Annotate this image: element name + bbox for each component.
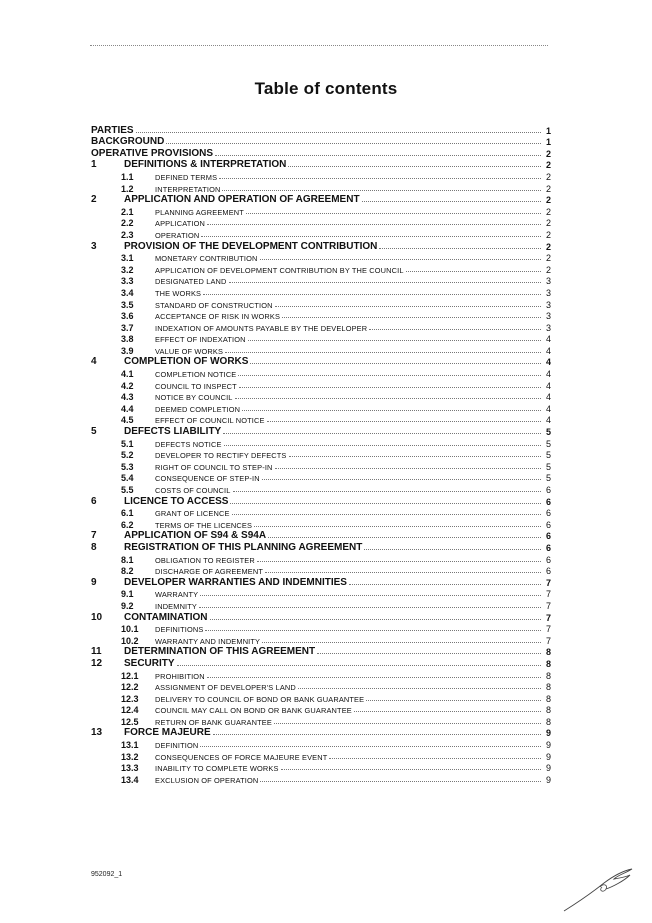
dot-leader (203, 294, 541, 295)
toc-entry-title: ASSIGNMENT OF DEVELOPER'S LAND (155, 683, 296, 693)
toc-entry-page: 1 (545, 137, 551, 148)
toc-entry-number: 9 (91, 576, 97, 588)
toc-entry (91, 391, 551, 403)
toc-entry (91, 495, 551, 507)
toc-entry (91, 704, 551, 716)
toc-entry-page: 9 (545, 740, 551, 751)
toc-entry-page: 7 (545, 600, 551, 611)
toc-entry-title: APPLICATION (155, 219, 205, 229)
toc-entry-title: PLANNING AGREEMENT (155, 207, 244, 217)
toc-entry (91, 634, 551, 646)
dot-leader (254, 526, 541, 527)
dot-leader (274, 723, 541, 724)
toc-entry-number: 13.3 (121, 763, 139, 774)
dot-leader (210, 619, 541, 620)
dot-leader (229, 282, 541, 283)
toc-entry-title: TERMS OF THE LICENCES (155, 520, 253, 530)
dot-leader (213, 734, 541, 735)
toc-entry-page: 6 (545, 554, 551, 565)
toc-entry (91, 553, 551, 565)
toc-entry-title: RETURN OF BANK GUARANTEE (155, 717, 272, 727)
toc-entry-number: 6.1 (121, 508, 134, 519)
dot-leader (246, 213, 541, 214)
toc-entry-title: DEVELOPER TO RECTIFY DEFECTS (155, 451, 287, 461)
toc-entry-page: 4 (545, 345, 551, 356)
dot-leader (260, 781, 541, 782)
toc-entry (91, 576, 551, 588)
toc-entry (91, 136, 551, 148)
toc-entry-title: INABILITY TO COMPLETE WORKS (155, 764, 279, 774)
toc-entry (91, 182, 551, 194)
toc-entry-page: 6 (545, 542, 551, 553)
dot-leader (366, 700, 541, 701)
dot-leader (177, 665, 541, 666)
toc-entry-title: CONTAMINATION (124, 611, 208, 623)
toc-entry-number: 2 (91, 194, 97, 206)
toc-entry-number: 5.2 (121, 450, 134, 461)
dot-leader (205, 630, 541, 631)
toc-entry (91, 310, 551, 322)
signature-mark (560, 865, 640, 915)
toc-entry-title: VALUE OF WORKS (155, 346, 224, 356)
dot-leader (225, 352, 541, 353)
toc-entry (91, 750, 551, 762)
toc-entry-number: 5.1 (121, 438, 134, 449)
toc-entry-page: 5 (545, 450, 551, 461)
toc-entry-title: DETERMINATION OF THIS AGREEMENT (124, 646, 316, 658)
toc-entry-title: EFFECT OF INDEXATION (155, 335, 246, 345)
toc-entry-page: 7 (545, 589, 551, 600)
toc-entry-page: 9 (545, 774, 551, 785)
toc-entry-number: 13.4 (121, 774, 139, 785)
dot-leader (260, 259, 541, 260)
toc-entry-number: 3.7 (121, 322, 134, 333)
toc-entry-number: 3.4 (121, 287, 134, 298)
toc-entry-title: DEVELOPER WARRANTIES AND INDEMNITIES (124, 576, 347, 588)
toc-entry (91, 275, 551, 287)
dot-leader (224, 445, 541, 446)
dot-leader (257, 561, 541, 562)
toc-entry (91, 599, 551, 611)
toc-entry (91, 217, 551, 229)
toc-entry-number: 3.8 (121, 334, 134, 345)
toc-entry-title: FORCE MAJEURE (124, 727, 211, 739)
toc-entry (91, 762, 551, 774)
toc-entry-page: 2 (545, 253, 551, 264)
toc-entry-title: REGISTRATION OF THIS PLANNING AGREEMENT (124, 541, 363, 553)
dot-leader (289, 456, 541, 457)
toc-entry-page: 5 (545, 438, 551, 449)
dot-leader (248, 340, 541, 341)
dot-leader (207, 677, 541, 678)
dot-leader (265, 572, 541, 573)
toc-entry-number: 12.4 (121, 705, 139, 716)
toc-entry-number: 13.2 (121, 751, 139, 762)
dot-leader (369, 329, 541, 330)
toc-entry-number: 1.2 (121, 183, 134, 194)
toc-entry (91, 379, 551, 391)
dot-leader (222, 190, 541, 191)
dot-leader (239, 387, 541, 388)
toc-entry (91, 773, 551, 785)
toc-entry-page: 9 (545, 751, 551, 762)
toc-entry-page: 1 (545, 125, 551, 136)
dot-leader (329, 758, 541, 759)
toc-entry (91, 449, 551, 461)
toc-entry-page: 7 (545, 612, 551, 623)
toc-entry-number: 4.3 (121, 392, 134, 403)
toc-entry (91, 263, 551, 275)
toc-entry (91, 147, 551, 159)
toc-entry (91, 530, 551, 542)
toc-entry-number: 4.5 (121, 415, 134, 426)
dot-leader (223, 433, 541, 434)
dot-leader (200, 595, 541, 596)
toc-entry (91, 738, 551, 750)
dot-leader (362, 201, 541, 202)
dot-leader (235, 398, 541, 399)
toc-entry-page: 2 (545, 160, 551, 171)
toc-entry-page: 7 (545, 635, 551, 646)
table-of-contents (91, 124, 551, 785)
toc-entry-title: DEFINITIONS & INTERPRETATION (124, 159, 287, 171)
toc-entry-title: OPERATIVE PROVISIONS (91, 147, 214, 159)
toc-entry-title: DISCHARGE OF AGREEMENT (155, 567, 264, 577)
toc-entry-page: 7 (545, 577, 551, 588)
toc-entry-page: 7 (545, 624, 551, 635)
toc-entry-number: 4.1 (121, 369, 134, 380)
toc-entry-page: 2 (545, 171, 551, 182)
toc-entry-page: 2 (545, 148, 551, 159)
dot-leader (238, 375, 541, 376)
toc-entry-page: 2 (545, 264, 551, 275)
page-title: Table of contents (254, 79, 398, 98)
toc-entry-number: 9.1 (121, 589, 134, 600)
toc-entry (91, 507, 551, 519)
toc-entry-title: DEFECTS LIABILITY (124, 426, 222, 438)
toc-entry-page: 8 (545, 693, 551, 704)
toc-entry-page: 6 (545, 531, 551, 542)
toc-entry-number: 3.3 (121, 276, 134, 287)
toc-entry-page: 6 (545, 566, 551, 577)
toc-entry-title: COMPLETION OF WORKS (124, 356, 249, 368)
toc-entry-title: EFFECT OF COUNCIL NOTICE (155, 416, 265, 426)
dot-leader (275, 306, 541, 307)
toc-entry-number: 5.5 (121, 485, 134, 495)
toc-entry-page: 8 (545, 658, 551, 669)
toc-entry-title: NOTICE BY COUNCIL (155, 393, 233, 403)
dot-leader (364, 549, 541, 550)
toc-entry-title: INTERPRETATION (155, 184, 221, 194)
toc-entry-title: COUNCIL TO INSPECT (155, 381, 237, 391)
toc-entry-page: 8 (545, 716, 551, 727)
toc-entry-number: 10.1 (121, 624, 139, 635)
toc-entry-page: 8 (545, 705, 551, 716)
toc-entry-number: 10 (91, 611, 103, 623)
toc-entry (91, 611, 551, 623)
toc-entry (91, 623, 551, 635)
toc-entry-page: 6 (545, 519, 551, 530)
toc-entry-title: COUNCIL MAY CALL ON BOND OR BANK GUARANTEE (155, 706, 352, 716)
toc-entry (91, 252, 551, 264)
toc-entry (91, 170, 551, 182)
toc-entry-number: 6 (91, 495, 97, 507)
dot-leader (207, 224, 541, 225)
toc-entry-page: 4 (545, 403, 551, 414)
toc-entry (91, 692, 551, 704)
toc-entry-title: PROHIBITION (155, 671, 205, 681)
toc-entry-number: 4 (91, 356, 97, 368)
toc-entry (91, 483, 551, 495)
toc-entry-number: 4.2 (121, 380, 134, 391)
toc-entry-title: ACCEPTANCE OF RISK IN WORKS (155, 312, 281, 322)
toc-entry-page: 2 (545, 206, 551, 217)
toc-entry-number: 9.2 (121, 600, 134, 611)
toc-entry-number: 4.4 (121, 403, 134, 414)
toc-entry-title: BACKGROUND (91, 136, 165, 148)
dot-leader (199, 607, 541, 608)
toc-entry-page: 2 (545, 229, 551, 240)
toc-entry-title: STANDARD OF CONSTRUCTION (155, 300, 273, 310)
toc-entry-number: 10.2 (121, 635, 139, 646)
toc-entry-title: CONSEQUENCE OF STEP-IN (155, 474, 260, 484)
dot-leader (136, 132, 541, 133)
toc-entry-number: 5.3 (121, 461, 134, 472)
toc-entry-title: APPLICATION AND OPERATION OF AGREEMENT (124, 194, 360, 206)
toc-entry-title: APPLICATION OF DEVELOPMENT CONTRIBUTION BY THE COUNCIL (155, 265, 404, 275)
document-reference: 952092_1 (91, 871, 123, 878)
toc-entry-title: OBLIGATION TO REGISTER (155, 555, 255, 565)
toc-entry-page: 2 (545, 183, 551, 194)
toc-entry-number: 2.2 (121, 218, 134, 229)
toc-entry-title: DELIVERY TO COUNCIL OF BOND OR BANK GUARANTEE (155, 694, 365, 704)
toc-entry-page: 3 (545, 276, 551, 287)
dot-leader (298, 688, 541, 689)
dot-leader (275, 468, 541, 469)
toc-entry-number: 7 (91, 530, 97, 542)
toc-entry (91, 460, 551, 472)
toc-entry-page: 4 (545, 369, 551, 380)
toc-entry (91, 588, 551, 600)
toc-entry-page: 2 (545, 241, 551, 252)
dot-leader (379, 248, 541, 249)
toc-entry (91, 437, 551, 449)
toc-entry-page: 4 (545, 392, 551, 403)
toc-entry-page: 4 (545, 380, 551, 391)
toc-entry-number: 3.2 (121, 264, 134, 275)
toc-entry-title: WARRANTY AND INDEMNITY (155, 636, 261, 646)
toc-entry-page: 3 (545, 287, 551, 298)
toc-entry-title: COSTS OF COUNCIL (155, 486, 231, 495)
toc-entry-page: 2 (545, 195, 551, 206)
toc-entry-number: 5.4 (121, 473, 134, 484)
toc-entry (91, 646, 551, 658)
toc-entry-page: 3 (545, 299, 551, 310)
toc-entry-number: 12.3 (121, 693, 139, 704)
toc-entry-title: COMPLETION NOTICE (155, 370, 237, 380)
toc-entry-title: DEFECTS NOTICE (155, 439, 222, 449)
toc-entry-number: 3.5 (121, 299, 134, 310)
toc-entry-title: RIGHT OF COUNCIL TO STEP-IN (155, 462, 273, 472)
toc-entry-number: 12.1 (121, 670, 139, 681)
toc-entry-number: 8 (91, 541, 97, 553)
toc-entry-number: 12.2 (121, 682, 139, 693)
toc-entry (91, 472, 551, 484)
toc-entry-title: PARTIES (91, 124, 134, 136)
toc-entry-page: 6 (545, 496, 551, 507)
toc-entry-number: 1 (91, 159, 97, 171)
toc-entry-number: 6.2 (121, 519, 134, 530)
toc-entry (91, 681, 551, 693)
dot-leader (215, 155, 541, 156)
toc-entry-page: 4 (545, 415, 551, 426)
toc-entry-page: 5 (545, 473, 551, 484)
toc-entry (91, 414, 551, 426)
toc-entry-page: 5 (545, 461, 551, 472)
toc-entry-number: 8.1 (121, 554, 134, 565)
toc-entry-number: 1.1 (121, 171, 134, 182)
dot-leader (406, 271, 541, 272)
toc-entry-page: 8 (545, 647, 551, 658)
toc-entry-title: INDEMNITY (155, 601, 197, 611)
toc-entry-title: DEEMED COMPLETION (155, 404, 241, 414)
toc-entry (91, 541, 551, 553)
toc-entry-page: 9 (545, 763, 551, 774)
dot-leader (317, 653, 541, 654)
toc-entry-title: PROVISION OF THE DEVELOPMENT CONTRIBUTION (124, 240, 378, 252)
dot-leader (233, 491, 542, 492)
toc-entry-number: 11 (91, 646, 102, 658)
toc-entry-title: GRANT OF LICENCE (155, 509, 230, 519)
toc-entry-title: INDEXATION OF AMOUNTS PAYABLE BY THE DEVELOPER (155, 323, 368, 333)
toc-entry-number: 3 (91, 240, 97, 252)
dot-leader (201, 236, 541, 237)
toc-entry (91, 425, 551, 437)
dot-leader (262, 479, 541, 480)
toc-entry-number: 12 (91, 657, 103, 669)
dot-leader (262, 642, 541, 643)
toc-entry-number: 13 (91, 727, 103, 739)
toc-entry-page: 8 (545, 682, 551, 693)
toc-entry (91, 321, 551, 333)
dot-leader (242, 410, 541, 411)
toc-entry-number: 2.1 (121, 206, 134, 217)
toc-entry-number: 12.5 (121, 716, 139, 727)
toc-entry-title: DEFINITIONS (155, 625, 204, 635)
toc-entry-page: 2 (545, 218, 551, 229)
toc-entry-title: SECURITY (124, 657, 175, 669)
toc-entry (91, 657, 551, 669)
toc-entry-title: MONETARY CONTRIBUTION (155, 254, 258, 264)
toc-entry-page: 8 (545, 670, 551, 681)
toc-entry-number: 2.3 (121, 229, 134, 240)
toc-entry (91, 286, 551, 298)
dot-leader (219, 178, 541, 179)
toc-entry-title: THE WORKS (155, 288, 202, 298)
toc-entry (91, 159, 551, 171)
toc-entry (91, 344, 551, 356)
toc-entry-title: CONSEQUENCES OF FORCE MAJEURE EVENT (155, 752, 328, 762)
toc-entry (91, 205, 551, 217)
toc-entry (91, 333, 551, 345)
toc-entry-title: OPERATION (155, 230, 200, 240)
toc-entry (91, 124, 551, 136)
dot-leader (200, 746, 541, 747)
dot-leader (268, 537, 541, 538)
dot-leader (267, 421, 541, 422)
toc-entry (91, 367, 551, 379)
toc-entry-page: 4 (545, 357, 551, 368)
toc-entry-title: DEFINED TERMS (155, 172, 218, 182)
toc-entry-title: DESIGNATED LAND (155, 277, 227, 287)
toc-entry-number: 3.9 (121, 345, 134, 356)
toc-entry (91, 715, 551, 727)
dot-leader (250, 363, 541, 364)
toc-entry-title: LICENCE TO ACCESS (124, 495, 229, 507)
dot-leader (232, 514, 541, 515)
toc-entry-page: 3 (545, 311, 551, 322)
toc-entry-page: 6 (545, 508, 551, 519)
toc-entry-number: 13.1 (121, 740, 139, 751)
toc-entry-page: 9 (545, 728, 551, 739)
dot-leader (282, 317, 541, 318)
toc-entry (91, 518, 551, 530)
dot-leader (166, 143, 541, 144)
dot-leader (281, 769, 541, 770)
toc-entry-number: 3.6 (121, 311, 134, 322)
toc-entry-page: 5 (545, 427, 551, 438)
toc-entry-page: 3 (545, 322, 551, 333)
toc-entry-title: WARRANTY (155, 590, 199, 600)
toc-entry (91, 727, 551, 739)
toc-entry (91, 298, 551, 310)
toc-entry (91, 356, 551, 368)
toc-entry-number: 5 (91, 426, 97, 438)
toc-entry-title: EXCLUSION OF OPERATION (155, 775, 259, 785)
top-rule (90, 45, 548, 46)
toc-entry (91, 194, 551, 206)
dot-leader (230, 503, 541, 504)
toc-entry (91, 240, 551, 252)
toc-entry (91, 228, 551, 240)
toc-entry-page: 6 (545, 485, 551, 495)
toc-entry (91, 402, 551, 414)
dot-leader (354, 711, 541, 712)
toc-entry-number: 3.1 (121, 253, 134, 264)
toc-entry-number: 8.2 (121, 566, 134, 577)
toc-entry (91, 565, 551, 577)
toc-entry-title: APPLICATION OF S94 & S94A (124, 530, 267, 542)
dot-leader (349, 584, 541, 585)
toc-entry-page: 4 (545, 334, 551, 345)
toc-entry-title: DEFINITION (155, 741, 199, 751)
dot-leader (288, 166, 541, 167)
toc-entry (91, 669, 551, 681)
